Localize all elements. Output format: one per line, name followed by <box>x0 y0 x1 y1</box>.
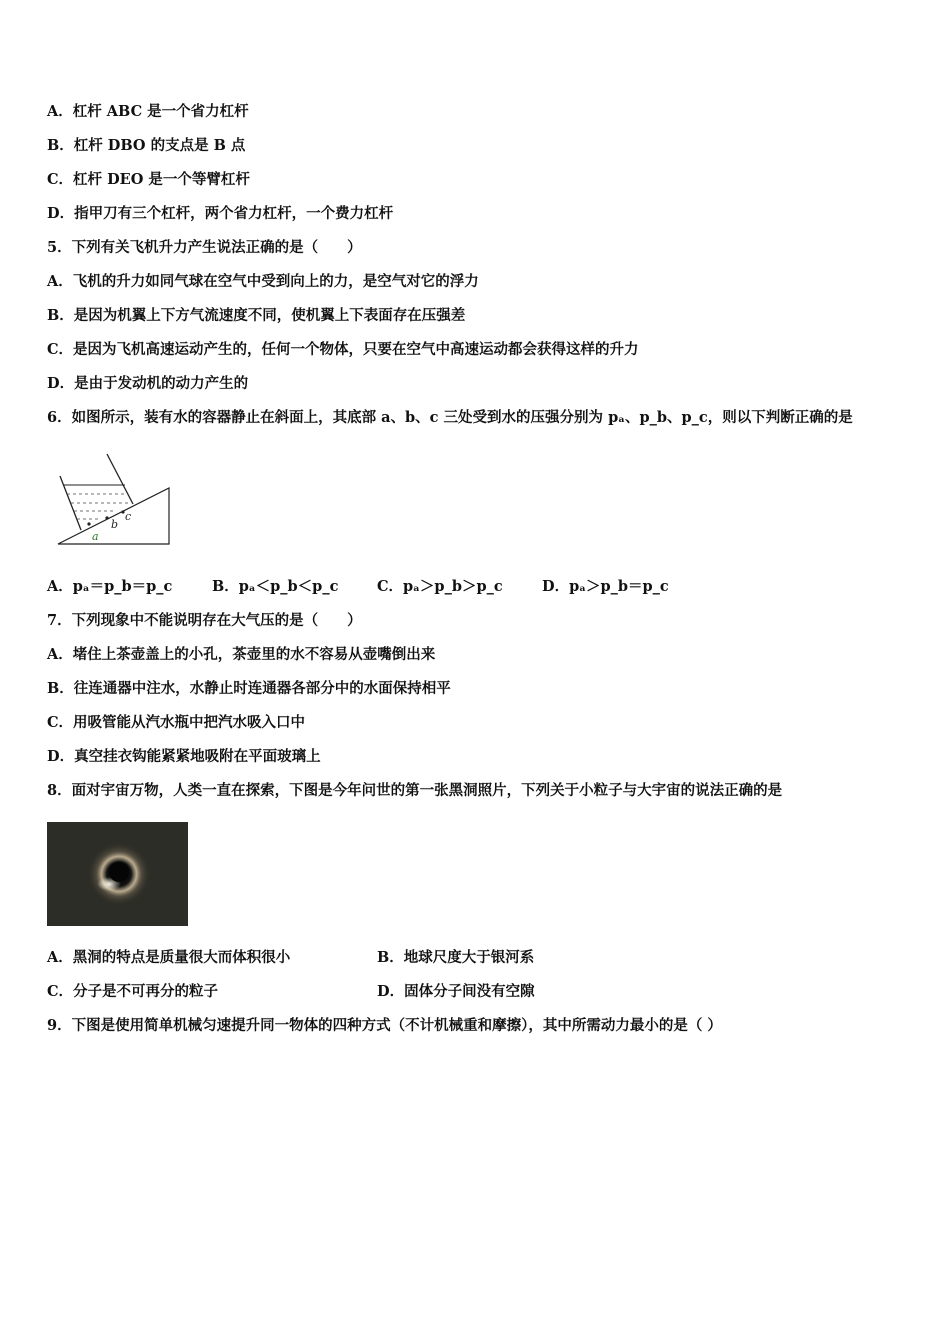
black-hole-photo <box>47 822 188 926</box>
q8-option-c: C．分子是不可再分的粒子 <box>47 983 219 1000</box>
q4-option-c: C．杠杆 DEO 是一个等臂杠杆 <box>47 171 250 188</box>
q5-option-c: C．是因为飞机高速运动产生的，任何一个物体，只要在空气中高速运动都会获得这样的升力 <box>47 341 639 358</box>
q6-stem: 6．如图所示，装有水的容器静止在斜面上，其底部 a、b、c 三处受到水的压强分别为 pₐ、p_b、p_c，则以下判断正确的是 <box>47 409 853 426</box>
q5-stem: 5．下列有关飞机升力产生说法正确的是（ ） <box>47 239 362 256</box>
q8-option-b: B．地球尺度大于银河系 <box>377 949 535 966</box>
point-b <box>105 516 108 519</box>
incline-outline <box>58 488 169 544</box>
q4-option-d: D．指甲刀有三个杠杆，两个省力杠杆，一个费力杠杆 <box>47 205 394 222</box>
q7-option-d: D．真空挂衣钩能紧紧地吸附在平面玻璃上 <box>47 748 321 765</box>
q8-option-a: A．黑洞的特点是质量很大而体积很小 <box>47 949 291 966</box>
q5-option-b: B．是因为机翼上下方气流速度不同，使机翼上下表面存在压强差 <box>47 307 466 324</box>
q8-stem: 8．面对宇宙万物，人类一直在探索，下图是今年问世的第一张黑洞照片，下列关于小粒子与大宇宙的说法正确的是 <box>47 782 783 799</box>
container-right-wall <box>107 454 133 504</box>
q6-option-a: A．pₐ＝p_b＝p_c <box>47 578 173 595</box>
q4-option-b: B．杠杆 DBO 的支点是 B 点 <box>47 137 246 154</box>
q8-option-d: D．固体分子间没有空隙 <box>377 983 535 1000</box>
q6-option-b: B．pₐ＜p_b＜p_c <box>212 578 339 595</box>
q7-stem: 7．下列现象中不能说明存在大气压的是（ ） <box>47 612 362 629</box>
black-hole-shadow <box>109 862 129 882</box>
q5-option-a: A．飞机的升力如同气球在空气中受到向上的力，是空气对它的浮力 <box>47 273 479 290</box>
label-b: b <box>111 518 119 531</box>
point-a <box>87 522 90 525</box>
q7-option-c: C．用吸管能从汽水瓶中把汽水吸入口中 <box>47 714 306 731</box>
q9-stem: 9．下图是使用简单机械匀速提升同一物体的四种方式（不计机械重和摩擦），其中所需动力最小的是（ ） <box>47 1017 722 1034</box>
q5-option-d: D．是由于发动机的动力产生的 <box>47 375 249 392</box>
q7-option-a: A．堵住上茶壶盖上的小孔，茶壶里的水不容易从壶嘴倒出来 <box>47 646 436 663</box>
q6-option-c: C．pₐ＞p_b＞p_c <box>377 578 503 595</box>
q4-option-a: A．杠杆 ABC 是一个省力杠杆 <box>47 103 249 120</box>
q7-option-b: B．往连通器中注水，水静止时连通器各部分中的水面保持相平 <box>47 680 451 697</box>
label-a: a <box>92 530 99 543</box>
label-c: c <box>125 510 132 523</box>
container-on-incline-figure <box>55 452 175 548</box>
q6-option-d: D．pₐ＞p_b＝p_c <box>542 578 669 595</box>
